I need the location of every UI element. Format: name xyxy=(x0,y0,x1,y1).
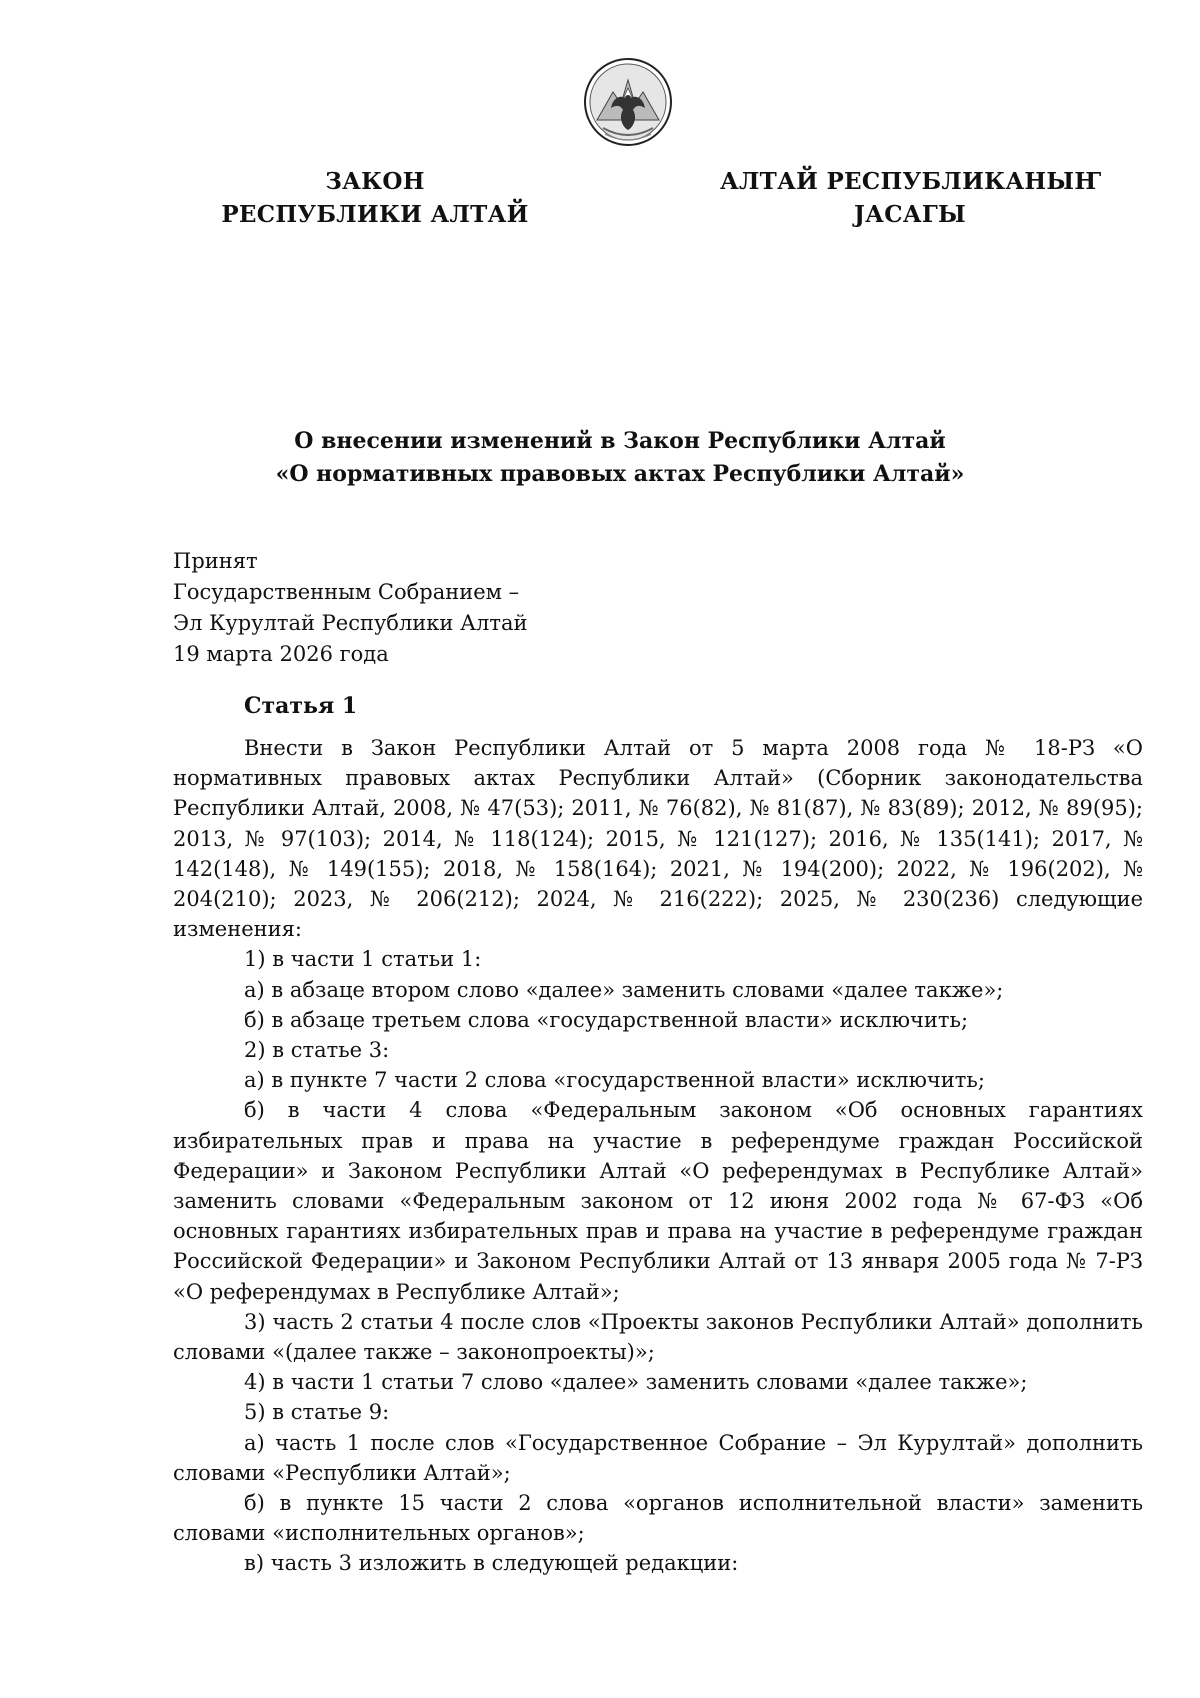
adopted-line3: Эл Курултай Республики Алтай xyxy=(173,611,528,635)
header-left-line1: ЗАКОН xyxy=(325,168,425,195)
article-paragraph: 3) часть 2 статьи 4 после слов «Проекты законов Республики Алтай» дополнить словами «(далее также – законопроекты)»; xyxy=(173,1309,1143,1365)
article-paragraph: б) в части 4 слова «Федеральным законом «Об основных гарантиях избирательных прав и права на участие в референдуме граждан Российской Федерации» и Законом Республики Алтай «О референдумах в Республике Алтай» заменить словами «Федеральным законом от 12 июня 2002 года № 67-ФЗ «Об основных гарантиях избирательных прав и права на участие в референдуме граждан Российской Федерации» и Законом Республики Алтай от 13 января 2005 года № 7-РЗ «О референдумах в Республике Алтай»; xyxy=(173,1098,1143,1304)
header-left-line2: РЕСПУБЛИКИ АЛТАЙ xyxy=(221,201,529,228)
law-header-altai xyxy=(720,165,1100,231)
article-heading: Статья 1 xyxy=(244,693,358,719)
adopted-date: 19 марта 2026 года xyxy=(173,642,389,666)
article-paragraph: 5) в статье 9: xyxy=(244,1400,390,1425)
article-paragraph: а) в абзаце втором слово «далее» заменить словами «далее также»; xyxy=(244,977,1004,1002)
article-paragraph: 1) в части 1 статьи 1: xyxy=(244,947,482,972)
article-paragraph: 4) в части 1 статьи 7 слово «далее» заменить словами «далее также»; xyxy=(244,1370,1028,1395)
article-paragraph: б) в пункте 15 части 2 слова «органов исполнительной власти» заменить словами «исполнительных органов»; xyxy=(173,1491,1143,1546)
header-right-line2: JАСАГЫ xyxy=(854,201,966,228)
header-right-line1: АЛТАЙ РЕСПУБЛИКАНЫҤ xyxy=(720,168,1102,195)
article-paragraph: а) часть 1 после слов «Государственное Собрание – Эл Курултай» дополнить словами «Республики Алтай»; xyxy=(173,1430,1143,1485)
adopted-line1: Принят xyxy=(173,549,258,573)
title-line1: О внесении изменений в Закон Республики Алтай xyxy=(294,428,946,454)
adoption-block xyxy=(173,546,527,670)
article-paragraph: б) в абзаце третьем слова «государственной власти» исключить; xyxy=(244,1007,969,1032)
article-paragraph: 2) в статье 3: xyxy=(244,1038,390,1063)
adopted-line2: Государственным Собранием – xyxy=(173,580,520,604)
article-paragraph: в) часть 3 изложить в следующей редакции: xyxy=(244,1551,739,1576)
coat-of-arms-emblem xyxy=(583,50,673,160)
law-title xyxy=(200,425,1040,491)
title-line2: «О нормативных правовых актах Республики Алтай» xyxy=(275,461,965,487)
article-paragraph: Внести в Закон Республики Алтай от 5 марта 2008 года № 18-РЗ «О нормативных правовых актах Республики Алтай» (Сборник законодательства Республики Алтай, 2008, № 47(53); 2011, № 76(82), № 81(87), № 83(89); 2012, № 89(95); 2013, № 97(103); 2014, № 118(124); 2015, № 121(127); 2016, № 135(141); 2017, № 142(148), № 149(155); 2018, № 158(164); 2021, № 194(200); 2022, № 196(202), № 204(210); 2023, № 206(212); 2024, № 216(222); 2025, № 230(236) следующие изменения: xyxy=(173,736,1143,942)
article-body xyxy=(173,733,1143,1579)
article-paragraph: а) в пункте 7 части 2 слова «государственной власти» исключить; xyxy=(244,1068,985,1093)
law-header-russian xyxy=(210,165,540,231)
